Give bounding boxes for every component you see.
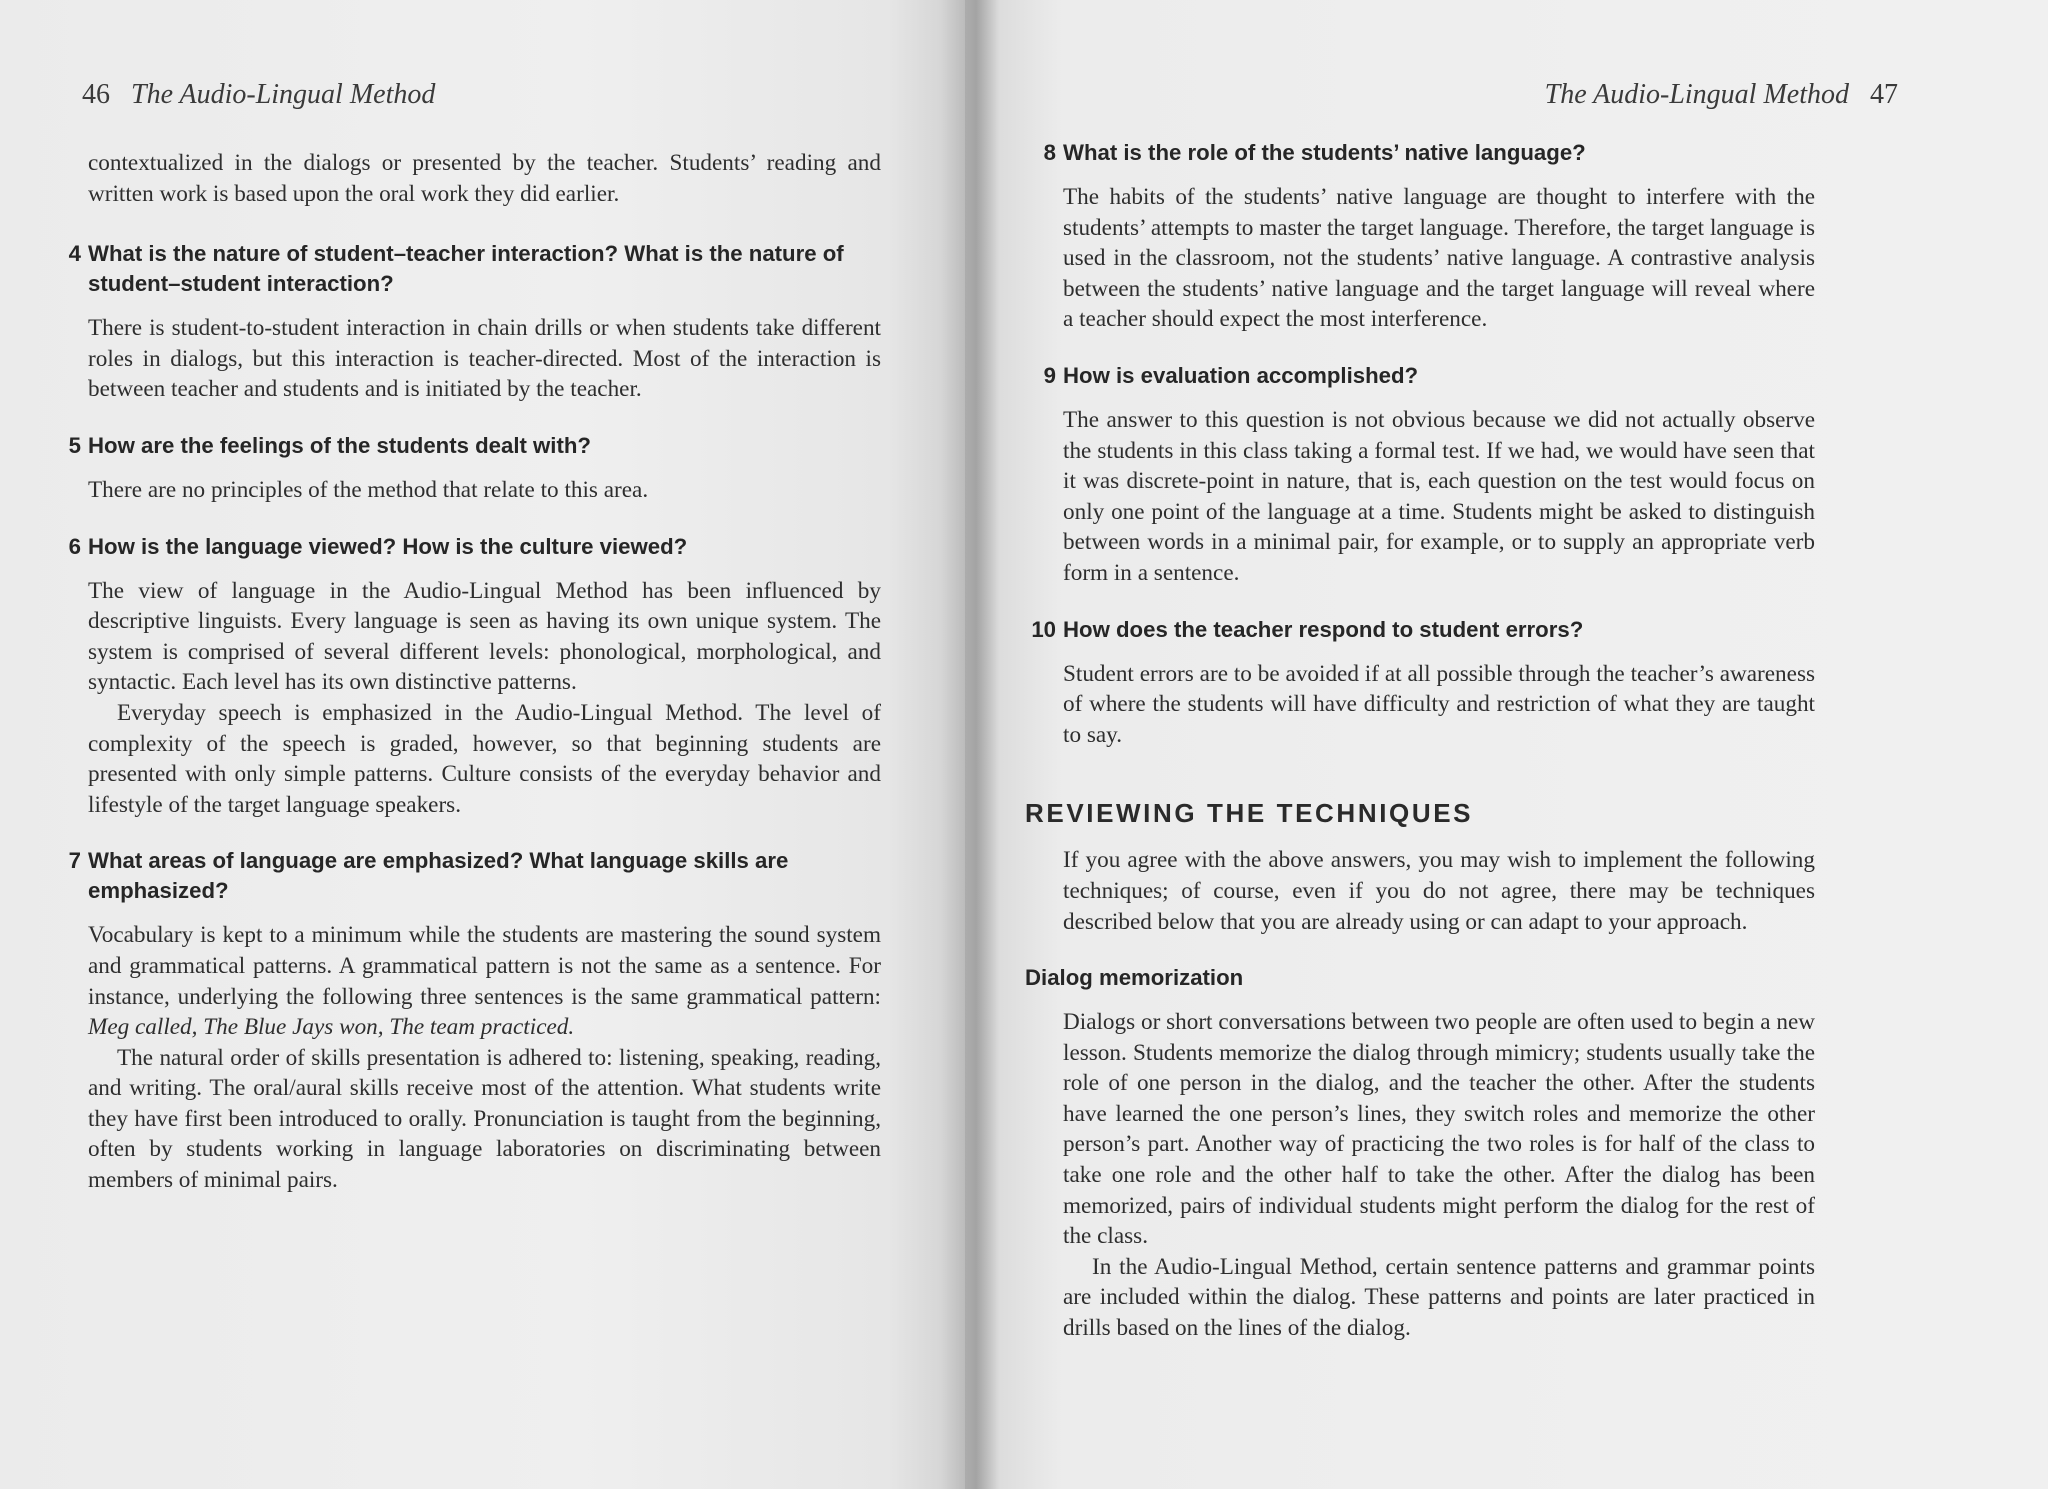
technique-heading: Dialog memorization (1025, 965, 1244, 991)
question-8-heading (1043, 138, 1815, 168)
question-8-text: What is the role of the students’ native language? (1063, 140, 1586, 165)
question-5-heading (68, 431, 881, 461)
question-block-10 (1031, 615, 1815, 751)
question-block-7 (68, 846, 881, 1195)
right-page (965, 0, 2048, 1489)
answer-6-paragraph-1: The view of language in the Audio-Lingual Method has been influenced by descriptive linguists. Every language is seen as having its own unique system. The system is comprised of several different levels: phonological, morphological, and syntactic. Each level has its own distinctive patterns. (88, 577, 881, 696)
answer-7-example-sentences: Meg called, The Blue Jays won, The team practiced. (88, 1014, 575, 1041)
question-5-number: 5 (68, 432, 81, 458)
question-4-text: What is the nature of student–teacher interaction? What is the nature of student–student interaction? (88, 241, 844, 297)
question-10-number: 10 (1031, 616, 1056, 642)
question-8-number: 8 (1043, 140, 1056, 165)
technique-paragraph-2: In the Audio-Lingual Method, certain sentence patterns and grammar points are included within the dialog. These patterns and points are later practiced in drills based on the lines of the dialog. (1063, 1253, 1815, 1342)
section-intro: If you agree with the above answers, you may wish to implement the following techniques; of course, even if you do not agree, there may be techniques described below that you are already using or can adapt to your approach. (1063, 847, 1815, 935)
technique-paragraph-1: Dialogs or short conversations between two people are often used to begin a new lesson. Students memorize the dialog through mimicry; students usually take the role of one person in the dialog, and the teacher the other. After the students have learned the one person’s lines, they switch roles and memorize the other person’s part. Another way of practicing the two roles is for half of the class to take one role and the other half to take the other. After the dialog has been memorized, pairs of individual students might perform the dialog for the rest of the class. (1063, 1009, 1815, 1250)
right-running-title: The Audio-Lingual Method (1544, 79, 1849, 110)
right-running-head (1545, 78, 1898, 112)
question-10-heading (1031, 615, 1815, 645)
question-7-heading (68, 846, 881, 906)
right-page-content (1025, 138, 1815, 1344)
left-page-content (68, 148, 881, 1196)
section-heading: REVIEWING THE TECHNIQUES (1025, 798, 1474, 829)
question-7-text: What areas of language are emphasized? What language skills are emphasized? (88, 848, 789, 904)
question-block-9 (1043, 361, 1815, 589)
question-9-heading (1043, 361, 1815, 391)
question-4-heading (68, 239, 881, 299)
answer-4: There is student-to-student interaction in chain drills or when students take different roles in dialogs, but this interaction is teacher-directed. Most of the interaction is between teacher and students and is initiated by the teacher. (88, 315, 881, 403)
right-page-number: 47 (1870, 79, 1898, 110)
left-page-number: 46 (82, 79, 110, 110)
left-page (0, 0, 965, 1489)
answer-7-paragraph-2: The natural order of skills presentation is adhered to: listening, speaking, reading, and writing. The oral/aural skills receive most of the attention. What students write they have first been introduced to orally. Pronunciation is taught from the beginning, often by students working in language laboratories on discriminating between members of minimal pairs. (88, 1044, 881, 1194)
question-block-6 (68, 532, 881, 821)
question-block-4 (68, 239, 881, 405)
question-6-heading (68, 532, 881, 562)
answer-5: There are no principles of the method that relate to this area. (88, 476, 649, 503)
intro-paragraph: contextualized in the dialogs or presented by the teacher. Students’ reading and written work is based upon the oral work they did earlier. (88, 150, 881, 207)
left-running-title: The Audio-Lingual Method (131, 79, 436, 110)
answer-8: The habits of the students’ native language are thought to interfere with the students’ attempts to master the target language. Therefore, the target language is used in the classroom, not the students’ native language. A contrastive analysis between the students’ native language and the target language will reveal where a teacher should expect the most interference. (1063, 184, 1815, 333)
question-block-8 (1043, 138, 1815, 335)
question-4-number: 4 (68, 241, 81, 267)
answer-9: The answer to this question is not obvious because we did not actually observe the students in this class taking a formal test. If we had, we would have seen that it was discrete-point in nature, that is, each question on the test would focus on only one point of the language at a time. Students might be asked to distinguish between words in a minimal pair, for example, or to supply an appropriate verb form in a sentence. (1063, 406, 1815, 586)
question-block-5 (68, 431, 881, 506)
answer-6-paragraph-2: Everyday speech is emphasized in the Audio-Lingual Method. The level of complexity of the speech is graded, however, so that beginning students are presented with only simple patterns. Culture consists of the everyday behavior and lifestyle of the target language speakers. (88, 699, 881, 818)
answer-7-text: Vocabulary is kept to a minimum while the students are mastering the sound system and grammatical patterns. A grammatical pattern is not the same as a sentence. For instance, underlying the following three sentences is the same grammatical pattern: (88, 922, 881, 1010)
question-5-text: How are the feelings of the students dealt with? (88, 432, 591, 458)
question-9-number: 9 (1043, 362, 1056, 388)
question-6-text: How is the language viewed? How is the culture viewed? (88, 533, 688, 559)
left-running-head (82, 78, 435, 112)
question-10-text: How does the teacher respond to student errors? (1063, 616, 1584, 642)
question-6-number: 6 (68, 533, 81, 559)
answer-10: Student errors are to be avoided if at all possible through the teacher’s awareness of where the students will have difficulty and restriction of what they are taught to say. (1063, 660, 1815, 748)
question-9-text: How is evaluation accomplished? (1063, 362, 1419, 388)
answer-7-paragraph-1 (88, 920, 881, 1042)
question-7-number: 7 (68, 848, 81, 874)
